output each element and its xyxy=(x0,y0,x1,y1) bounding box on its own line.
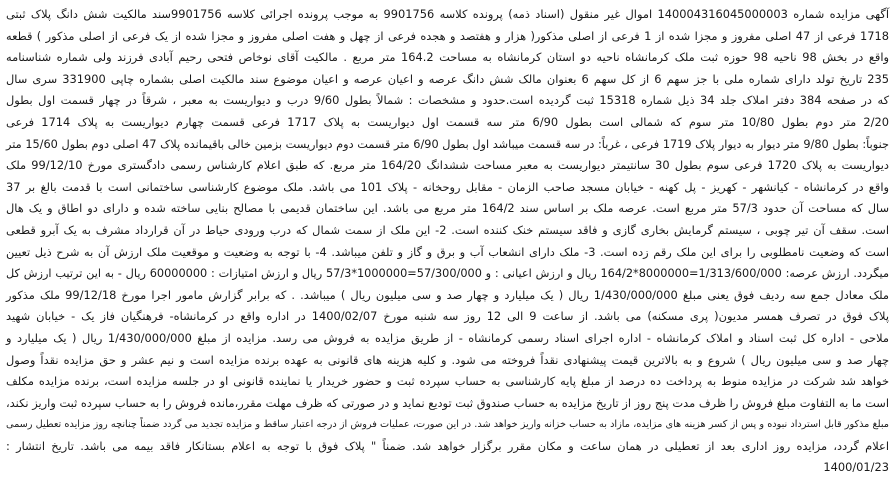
notice-line: پلاک فوق در تصرف همسر مدیون( پری مسکنه) می باشد. از ساعت 9 الی 12 روز سه شنبه مورخ 1400/02/07 در اداره واقع در کرمانشاه- فرهنگیان فاز یک - خیابان شهید xyxy=(6,309,889,324)
notice-line: است ما به التفاوت مبلغ فروش را ظرف مدت پنج روز از تاریخ مزایده به حساب صندوق ثبت تودیع نماید و در صورتی که ظرف مهلت مقرر،مانده فروش را به حساب سپرده ثبت واریز نکند، xyxy=(6,395,889,410)
notice-line: جنوباً: بطول 9/80 متر دیوار به دیوار پلاک 1719 فرعی ، غرباً: در سه قسمت میباشد اول بطول 6/90 متر قسمت دوم دیواریست بزمین خالی باقیمانده پلاک 47 اصلی دوم بطول 15/60 متر xyxy=(6,137,889,151)
notice-line: اعلام گردد، مزایده روز اداری بعد از تعطیلی در همان ساعت و مکان مقرر برگزار خواهد شد. ضمناً " پلاک فوق با توجه به اعلام بستانکار فاقد بیمه می باشد. تاریخ انتشار : xyxy=(6,438,889,453)
notice-line: سال که مساحت آن حدود 57/3 متر مربع است. عرصه ملک بر اساس سند 164/2 متر مربع می باشد. این ساختمان قدیمی با مصالح بنایی ساخته شده و دارای دو اطاق و یک هال xyxy=(6,201,889,216)
notice-line: دیواریست به پلاک 1720 فرعی سوم بطول 30 سانتیمتر دیواریست به معبر مساحت ششدانگ 164/20 متر مربع. که طبق اعلام کارشناس رسمی دادگستری مورخ 99/12/10 ملک xyxy=(6,158,889,173)
notice-line: 1718 فرعی از 47 اصلی مفروز و مجزا شده از 1 فرعی از اصلی مذکور( هزار و هفتصد و هجده فرعی از چهل و هفت اصلی مفروز و مجزا شده از یک فرعی از اصلی مذکور ) قطعه xyxy=(6,28,889,43)
notice-line: 2/20 متر دوم بطول 10/80 متر سوم که شمالی است بطول 6/90 متر سه قسمت اول دیواریست به پلاک 1717 فرعی قسمت چهارم دیواریست به پلاک 1714 فرعی xyxy=(6,114,890,129)
notice-line: مبلغ مذکور قابل استرداد نبوده و پس از کسر هزینه های مزایده، مازاد به حساب خزانه واریز خواهد شد. در این صورت، عملیات فروش از درجه اعتبار ساقط و مزایده تجدید می گردد ضمناً چنانچه روز مزایده تعطیل رسمی xyxy=(6,419,889,431)
notice-line: آگهی مزایده شماره 140004316045000003 اموال غیر منقول (اسناد ذمه) پرونده کلاسه 9901756 به موجب پرونده اجرائی کلاسه 9901756سند مالکیت شش دانگ پلاک ثبتی xyxy=(6,7,890,21)
publication-date: 1400/01/23 xyxy=(823,460,889,475)
notice-line: واقع در بخش 98 ناحیه 98 حوزه ثبت ملک کرمانشاه ناحیه دو استان کرمانشاه به مساحت 164.2 متر مربع . مالکیت آقای نوخاص فتحی رحیم آبادی فرزند ولی شماره شناسنامه xyxy=(6,50,890,65)
notice-line: واقع در کرمانشاه - کیانشهر - کهریز - پل کهنه - خیابان مسجد صاحب الزمان - مقابل روحخانه - پلاک 101 می باشد. ملک موضوع کارشناسی ساختمانی است با قدمت بالغ بر 37 xyxy=(6,179,889,194)
notice-line: که در صفحه 384 دفتر املاک جلد 34 ذیل شماره 15318 ثبت گردیده است.حدود و مشخصات : شمالاً بطول 9/60 درب و دیواریست به معبر ، شرقاً در چهار قسمت اول بطول xyxy=(6,93,890,108)
notice-line: چهار صد و سی میلیون ریال ) شروع و به بالاترین قیمت پیشنهادی نقداً فروخته می شود. و کلیه هزینه های قانونی به عهده برنده مزایده است و نیم عشر و حق مزایده نقداً وصول xyxy=(6,352,889,367)
notice-line: خواهد شد شرکت در مزایده منوط به پرداخت ده درصد از مبلغ پایه کارشناسی به حساب سپرده ثبت و حضور خریدار یا نماینده قانونی او در جلسه مزایده است، برنده مزایده مکلف xyxy=(6,374,889,389)
notice-line: است که وضعیت نامطلوبی را برای این ملک رقم زده است. 3- ملک دارای انشعاب آب و برق و گاز و تلفن میباشد. 4- با توجه به وضعیت و موقعیت ملک ارزش آن به شرح ذیل تعیین xyxy=(6,244,889,259)
notice-line: ملاحی - اداره کل ثبت اسناد و املاک کرمانشاه - اداره اجرای اسناد رسمی کرمانشاه - از طریق مزایده به فروش می رسد. مزایده از مبلغ 1/430/000/000 ریال ( یک میلیارد و xyxy=(6,330,889,345)
notice-line: میگردد. ارزش عرصه: 1/313/600/000=8000000*164/2 ریال و ارزش اعیانی : و 57/300/000=1000000*57/3 ریال و ارزش امتیازات : 60000000 ریال - به این ترتیب ارزش کل xyxy=(6,267,889,281)
notice-line: ملک معادل جمع سه ردیف فوق یعنی مبلغ 1/430/000/000 ریال ( یک میلیارد و چهار صد و سی میلیون ریال ) میباشد. . که برابر گزارش مامور اجرا مورخ 99/12/18 ملک مذکور xyxy=(6,287,890,302)
notice-line: است. سقف آن تیر چوبی ، سیستم گرمایش بخاری گازی و فاقد سیستم خنک کننده است. 2- این ملک از سمت شمال که درب ورودی حیاط در آن قرارداد مشرف به یک آبرو قطعی xyxy=(6,222,889,237)
notice-line: 235 تاریخ تولد دارای شماره ملی با جز سهم 6 از کل سهم 6 بعنوان مالک شش دانگ عرصه و اعیان عرصه و اعیان موضوع سند مالکیت اصلی بشماره چاپی 331900 سری سال xyxy=(6,71,889,86)
